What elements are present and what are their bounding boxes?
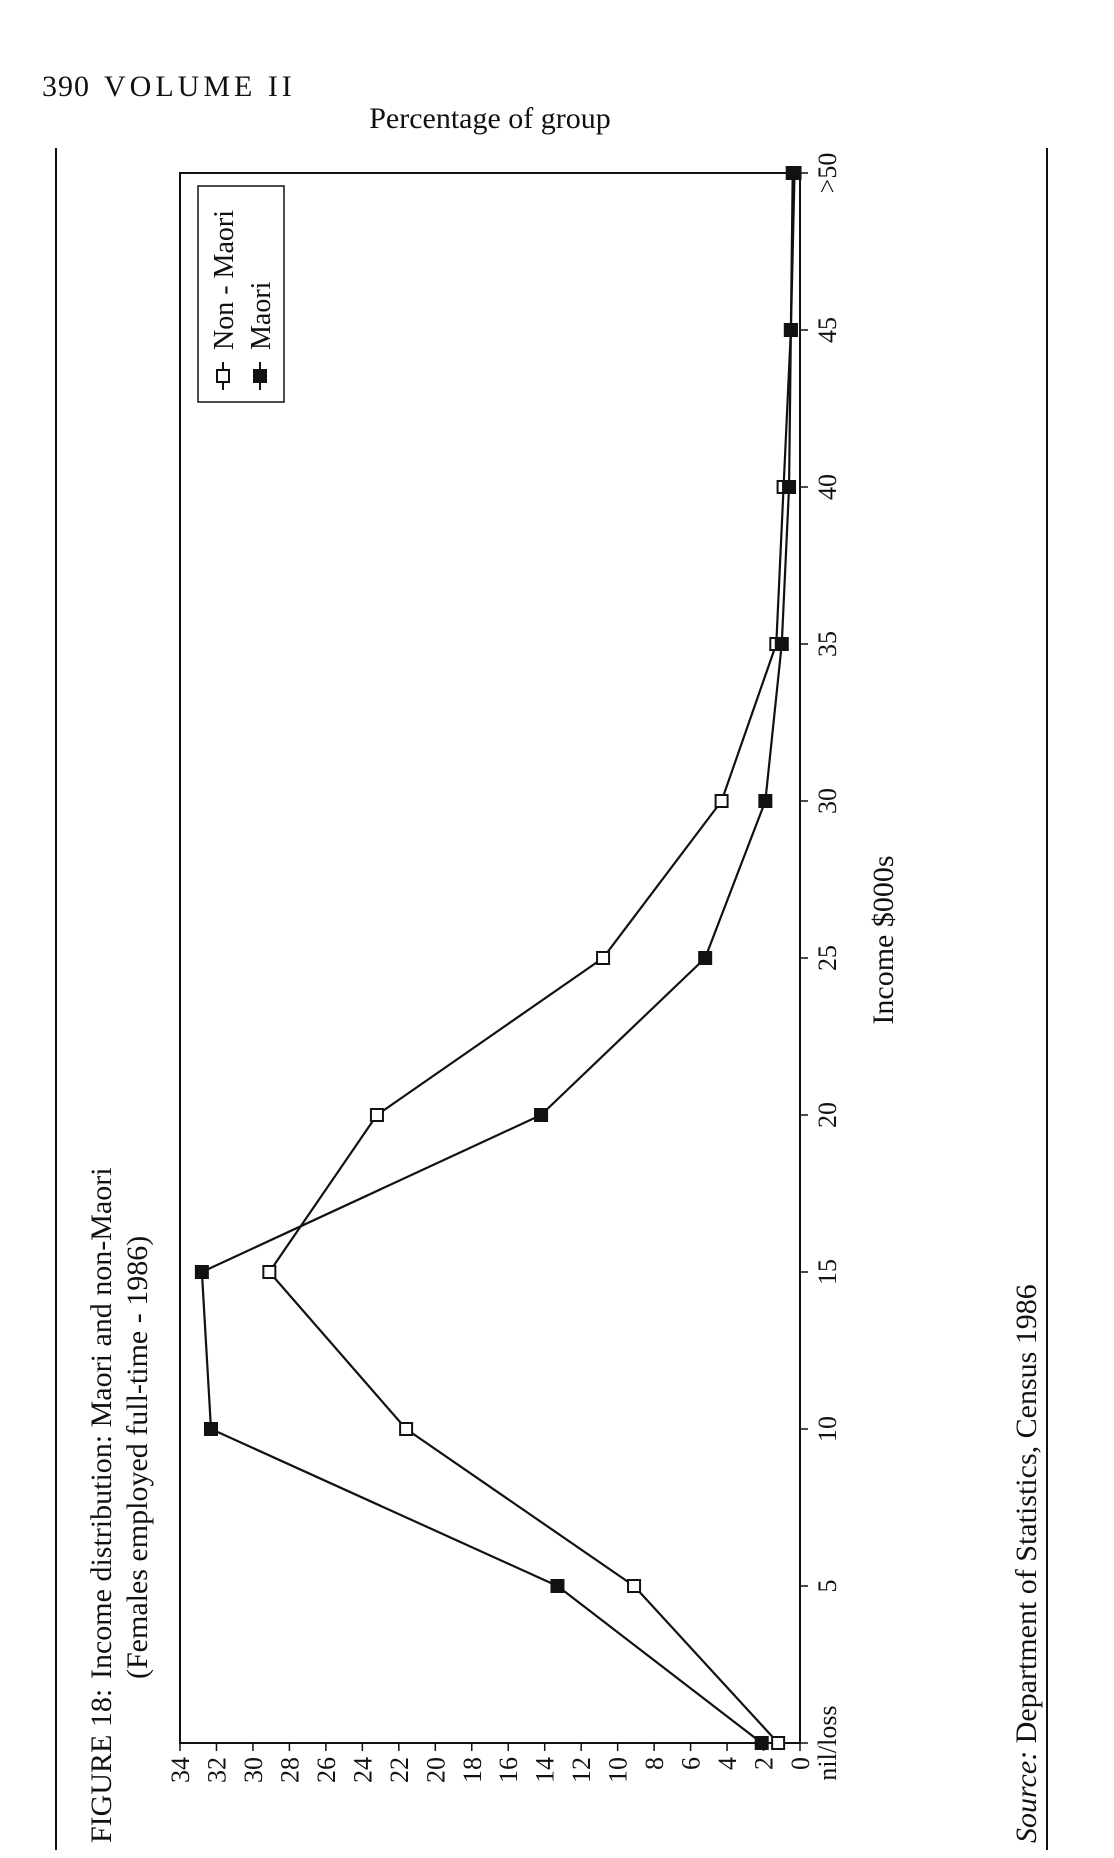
y-tick-label: 16 (494, 1757, 524, 1783)
legend-label-maori: Maori (246, 281, 277, 350)
x-tick-label: 20 (813, 1102, 842, 1128)
data-point-non-maori (371, 1109, 383, 1121)
data-point-maori (785, 324, 797, 336)
data-point-maori (783, 481, 795, 493)
x-tick-label: >50 (813, 152, 842, 194)
data-point-maori (535, 1109, 547, 1121)
figure-title: Income distribution: Maori and non-Maori (85, 1167, 118, 1679)
x-tick-label: 30 (813, 788, 842, 814)
page-number: 390 (42, 70, 90, 103)
y-tick-label: 26 (311, 1757, 341, 1783)
legend-marker-non-maori (217, 370, 229, 382)
data-point-maori (759, 795, 771, 807)
x-tick-label: 35 (813, 631, 842, 657)
y-tick-label: 30 (238, 1757, 268, 1783)
data-point-maori (551, 1580, 563, 1592)
legend-marker-maori (254, 370, 266, 382)
y-tick-label: 14 (530, 1757, 560, 1783)
y-tick-label: 22 (384, 1757, 414, 1783)
series-layer (196, 167, 801, 1749)
x-tick-label: 5 (813, 1579, 842, 1593)
y-tick-label: 2 (749, 1757, 779, 1770)
y-tick-label: 0 (786, 1757, 815, 1770)
y-tick-label: 28 (275, 1757, 305, 1783)
data-point-maori (699, 952, 711, 964)
y-tick-label: 24 (348, 1757, 378, 1783)
data-point-maori (205, 1423, 217, 1435)
x-tick-label: nil/loss (813, 1705, 842, 1781)
x-tick-label: 40 (813, 474, 842, 500)
y-tick-label: 8 (640, 1757, 670, 1770)
data-point-maori (756, 1737, 768, 1749)
data-point-non-maori (263, 1266, 275, 1278)
y-tick-label: 10 (603, 1757, 633, 1783)
y-tick-label: 4 (713, 1757, 743, 1770)
data-point-non-maori (400, 1423, 412, 1435)
data-point-non-maori (628, 1580, 640, 1592)
figure-subtitle: (Females employed full-time - 1986) (121, 1235, 154, 1679)
y-tick-label: 34 (166, 1757, 195, 1783)
x-axis (800, 153, 842, 1781)
legend (198, 186, 284, 402)
x-tick-label: 15 (813, 1259, 842, 1285)
x-tick-label: 45 (813, 317, 842, 343)
data-point-non-maori (772, 1737, 784, 1749)
data-point-non-maori (597, 952, 609, 964)
legend-label-non-maori: Non - Maori (209, 210, 240, 350)
source-label: Source: (1010, 1750, 1043, 1843)
y-tick-label: 32 (202, 1757, 232, 1783)
data-point-maori (196, 1266, 208, 1278)
x-tick-label: 10 (813, 1416, 842, 1442)
y-tick-label: 18 (457, 1757, 487, 1783)
data-point-maori (776, 638, 788, 650)
figure-source (1010, 1284, 1044, 1843)
x-axis-title: Income $000s (867, 855, 900, 1025)
data-point-maori (789, 167, 801, 179)
y-tick-label: 20 (421, 1757, 451, 1783)
data-point-non-maori (716, 795, 728, 807)
y-axis-title: Percentage of group (369, 102, 611, 135)
figure-label: FIGURE 18: (85, 1688, 118, 1843)
y-tick-label: 6 (676, 1757, 706, 1770)
source-text: Department of Statistics, Census 1986 (1010, 1284, 1043, 1751)
volume-label: VOLUME II (104, 70, 296, 103)
y-axis (166, 1743, 815, 1783)
y-tick-label: 12 (567, 1757, 597, 1783)
series-line-non-maori (269, 173, 792, 1743)
x-tick-label: 25 (813, 945, 842, 971)
